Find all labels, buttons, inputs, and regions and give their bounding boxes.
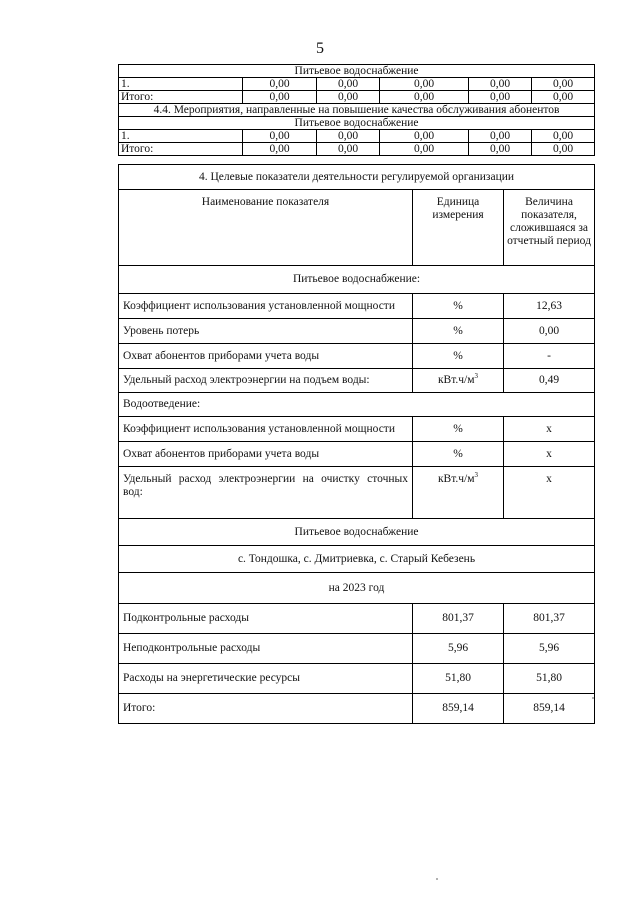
indicator-unit: % [413,344,504,369]
expense-value-2: 859,14 [504,694,595,724]
row-value: 0,00 [532,78,595,91]
indicators-section-title: 4. Целевые показатели деятельности регулируемой организации [119,165,595,190]
expense-value-2: 5,96 [504,634,595,664]
indicator-row [119,319,595,344]
expense-value-1: 801,37 [413,604,504,634]
row-value: 0,00 [532,130,595,143]
expense-name: Неподконтрольные расходы [119,634,413,664]
row-value: 0,00 [532,91,595,104]
row-value: 0,00 [469,130,532,143]
row-value: 0,00 [469,78,532,91]
row-label: 1. [119,78,243,91]
table-row [119,117,595,130]
expense-value-1: 5,96 [413,634,504,664]
table-row [119,104,595,117]
indicator-unit: % [413,417,504,442]
indicator-value: x [504,467,595,519]
col-header-name: Наименование показателя [119,190,413,266]
indicator-name: Удельный расход электроэнергии на подъем воды: [119,369,413,393]
indicator-unit: % [413,294,504,319]
row-value: 0,00 [469,91,532,104]
indicators-table [118,164,595,724]
table-row [119,65,595,78]
expense-name: Подконтрольные расходы [119,604,413,634]
expense-row [119,664,595,694]
table-section-header: 4.4. Мероприятия, направленные на повышение качества обслуживания абонентов [119,104,595,117]
unit-superscript: 3 [474,471,479,480]
table-row [119,130,595,143]
row-value: 0,00 [317,91,380,104]
row-value: 0,00 [532,143,595,156]
indicator-value: x [504,442,595,467]
indicator-value: 12,63 [504,294,595,319]
indicator-name: Коэффициент использования установленной мощности [119,417,413,442]
row-value: 0,00 [317,143,380,156]
indicator-row [119,467,595,519]
table-section-header: Питьевое водоснабжение [119,65,595,78]
unit-text: кВт.ч/м [437,374,475,386]
indicator-value: 0,49 [504,369,595,393]
indicator-row [119,442,595,467]
expense-row [119,694,595,724]
sewerage-title: Водоотведение: [119,393,595,417]
indicator-name: Охват абонентов приборами учета воды [119,344,413,369]
row-value: 0,00 [380,130,469,143]
scan-speck [436,878,438,880]
expense-value-2: 801,37 [504,604,595,634]
table-section-header: Питьевое водоснабжение [119,117,595,130]
scan-speck [592,697,594,699]
expense-value-2: 51,80 [504,664,595,694]
row-value: 0,00 [469,143,532,156]
indicator-name: Коэффициент использования установленной мощности [119,294,413,319]
expense-value-1: 859,14 [413,694,504,724]
indicator-unit: % [413,442,504,467]
indicator-value: - [504,344,595,369]
col-header-unit: Единица измерения [413,190,504,266]
expense-row [119,604,595,634]
expenses-locations: с. Тондошка, с. Дмитриевка, с. Старый Кебезень [119,546,595,573]
expense-name: Итого: [119,694,413,724]
row-label: Итого: [119,91,243,104]
row-value: 0,00 [243,143,317,156]
indicator-row [119,344,595,369]
water-supply-title: Питьевое водоснабжение: [119,266,595,294]
indicator-row [119,294,595,319]
expense-row [119,634,595,664]
indicator-name: Удельный расход электроэнергии на очистку сточных вод: [119,467,413,519]
unit-superscript: 3 [474,372,479,381]
indicator-unit [413,369,504,393]
table-row [119,91,595,104]
expenses-year: на 2023 год [119,573,595,604]
row-value: 0,00 [243,91,317,104]
indicator-unit [413,467,504,519]
expense-name: Расходы на энергетические ресурсы [119,664,413,694]
indicator-value: x [504,417,595,442]
indicator-name: Охват абонентов приборами учета воды [119,442,413,467]
activities-table [118,64,595,156]
indicator-row [119,369,595,393]
row-value: 0,00 [380,143,469,156]
table-row [119,78,595,91]
col-header-value: Величина показателя, сложившаяся за отчетный период [504,190,595,266]
indicator-row [119,417,595,442]
indicator-name: Уровень потерь [119,319,413,344]
indicator-unit: % [413,319,504,344]
expense-value-1: 51,80 [413,664,504,694]
row-label: 1. [119,130,243,143]
indicator-value: 0,00 [504,319,595,344]
page-number: 5 [316,40,324,57]
row-value: 0,00 [243,78,317,91]
row-value: 0,00 [317,78,380,91]
row-value: 0,00 [380,91,469,104]
table-row [119,143,595,156]
row-value: 0,00 [317,130,380,143]
row-value: 0,00 [243,130,317,143]
expenses-title: Питьевое водоснабжение [119,519,595,546]
unit-text: кВт.ч/м [437,473,475,485]
row-label: Итого: [119,143,243,156]
row-value: 0,00 [380,78,469,91]
